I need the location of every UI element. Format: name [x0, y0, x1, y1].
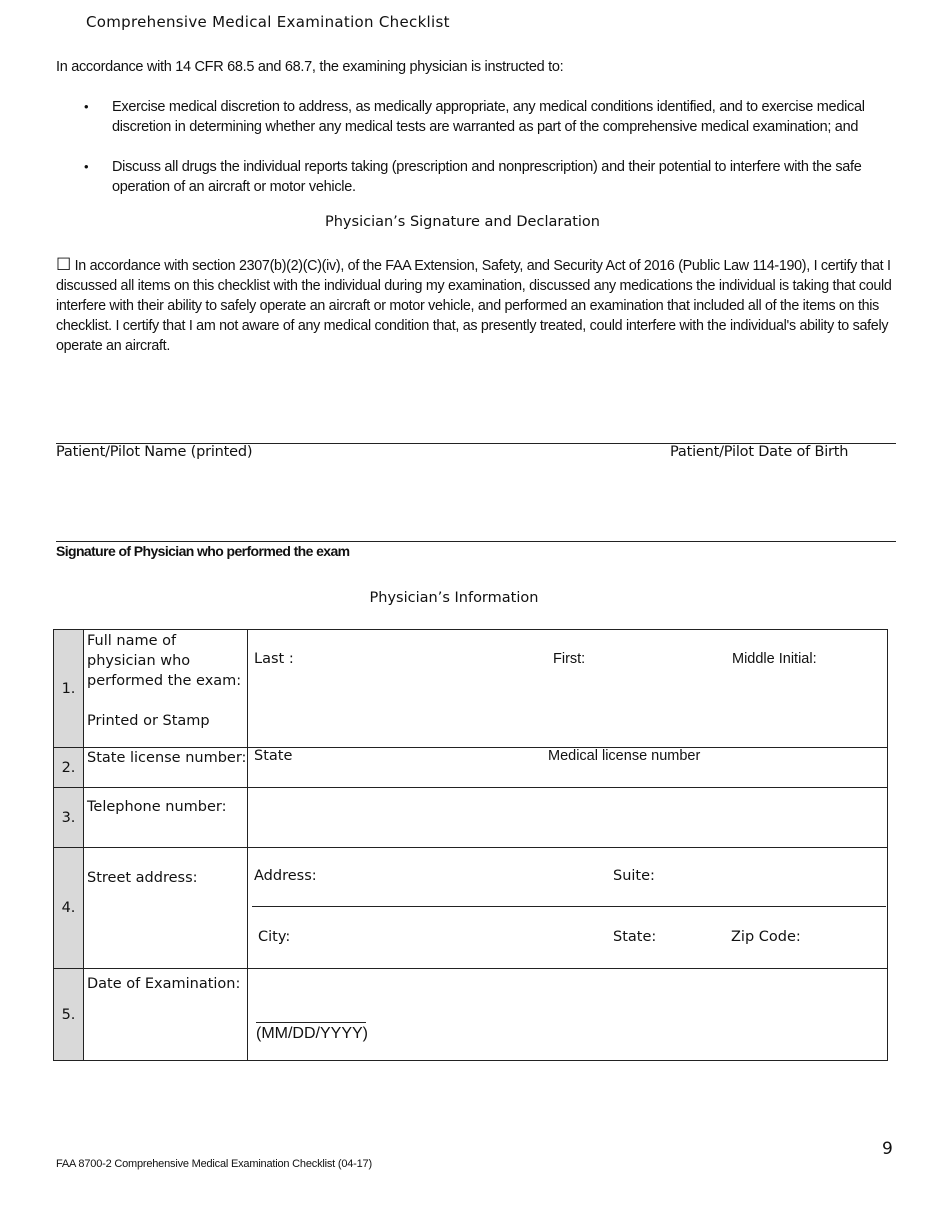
row-number: 2.: [54, 748, 84, 788]
page-header-title: Comprehensive Medical Examination Checklist: [86, 13, 450, 31]
certify-checkbox[interactable]: ☐: [56, 255, 71, 274]
middle-initial-label: Middle Initial:: [732, 651, 817, 667]
row-label-text: State license number:: [87, 750, 247, 766]
date-format-hint: (MM/DD/YYYY): [256, 1025, 368, 1042]
address-label: Address:: [254, 868, 317, 884]
physician-info-heading: Physician’s Information: [369, 590, 539, 606]
table-row: [54, 630, 888, 748]
patient-name-label: Patient/Pilot Name (printed): [56, 444, 253, 460]
bullet-text: Exercise medical discretion to address, as medically appropriate, any medical conditions identified, and to exercise medical discretion in determining whether any medical tests are warranted as part of the comprehensive medical examination; and: [112, 99, 865, 135]
row-label-text: Full name of physician who performed the exam:: [87, 633, 242, 689]
page-number: 9: [882, 1139, 893, 1159]
address-divider: [252, 906, 886, 907]
row-number: 4.: [54, 848, 84, 969]
intro-text: In accordance with 14 CFR 68.5 and 68.7, the examining physician is instructed to:: [56, 59, 564, 75]
suite-label: Suite:: [613, 868, 655, 884]
declaration-text: In accordance with section 2307(b)(2)(C)(iv), of the FAA Extension, Safety, and Security Act of 2016 (Public Law 114-190), I certify that I discussed all items on this checklist with the individual during my examination, discussed any medications the individual is taking that could interfere with their ability to safely operate an aircraft or motor vehicle, and performed an examination that included all of the items on this checklist. I certify that I am not aware of any medical condition that, as presently treated, could interfere with the individual's ability to safely operate an aircraft.: [56, 258, 892, 354]
list-item: [84, 97, 904, 139]
medical-license-label: Medical license number: [548, 748, 701, 764]
row-label: [84, 969, 248, 1061]
telephone-field[interactable]: [248, 788, 888, 848]
row-label: [84, 848, 248, 969]
row-label: [84, 748, 248, 788]
table-row: [54, 848, 888, 969]
address-state-label: State:: [613, 929, 657, 945]
list-item: [84, 157, 904, 199]
row-number: 1.: [54, 630, 84, 748]
table-row: [54, 788, 888, 848]
city-label: City:: [258, 929, 291, 945]
physician-signature-label: Signature of Physician who performed the exam: [56, 543, 350, 559]
row-label-text: Street address:: [87, 870, 198, 886]
zip-code-label: Zip Code:: [731, 929, 801, 945]
physician-info-table: [53, 629, 888, 1061]
address-field[interactable]: [248, 848, 888, 969]
license-field[interactable]: [248, 748, 888, 788]
row-number: 3.: [54, 788, 84, 848]
signature-section-heading: Physician’s Signature and Declaration: [325, 214, 600, 230]
row-label: [84, 630, 248, 748]
row-label: [84, 788, 248, 848]
physician-signature-line: [56, 541, 896, 542]
table-row: [54, 748, 888, 788]
license-state-label: State: [254, 748, 293, 764]
row-label-text: Date of Examination:: [87, 976, 241, 992]
physician-name-field[interactable]: [248, 630, 888, 748]
first-name-label: First:: [553, 651, 586, 667]
bullet-icon: •: [84, 99, 89, 114]
bullet-text: Discuss all drugs the individual reports taking (prescription and nonprescription) and their potential to interfere with the safe operation of an aircraft or motor vehicle.: [112, 159, 862, 195]
last-name-label: Last :: [254, 651, 294, 667]
table-row: [54, 969, 888, 1061]
row-sublabel-text: Printed or Stamp: [87, 713, 210, 729]
date-underline: [256, 1022, 366, 1023]
exam-date-field[interactable]: [248, 969, 888, 1061]
row-label-text: Telephone number:: [87, 799, 227, 815]
row-number: 5.: [54, 969, 84, 1061]
bullet-icon: •: [84, 159, 89, 174]
declaration-paragraph: [56, 256, 901, 356]
footer-text: FAA 8700-2 Comprehensive Medical Examination Checklist (04-17): [56, 1158, 372, 1170]
patient-dob-label: Patient/Pilot Date of Birth: [670, 444, 849, 460]
